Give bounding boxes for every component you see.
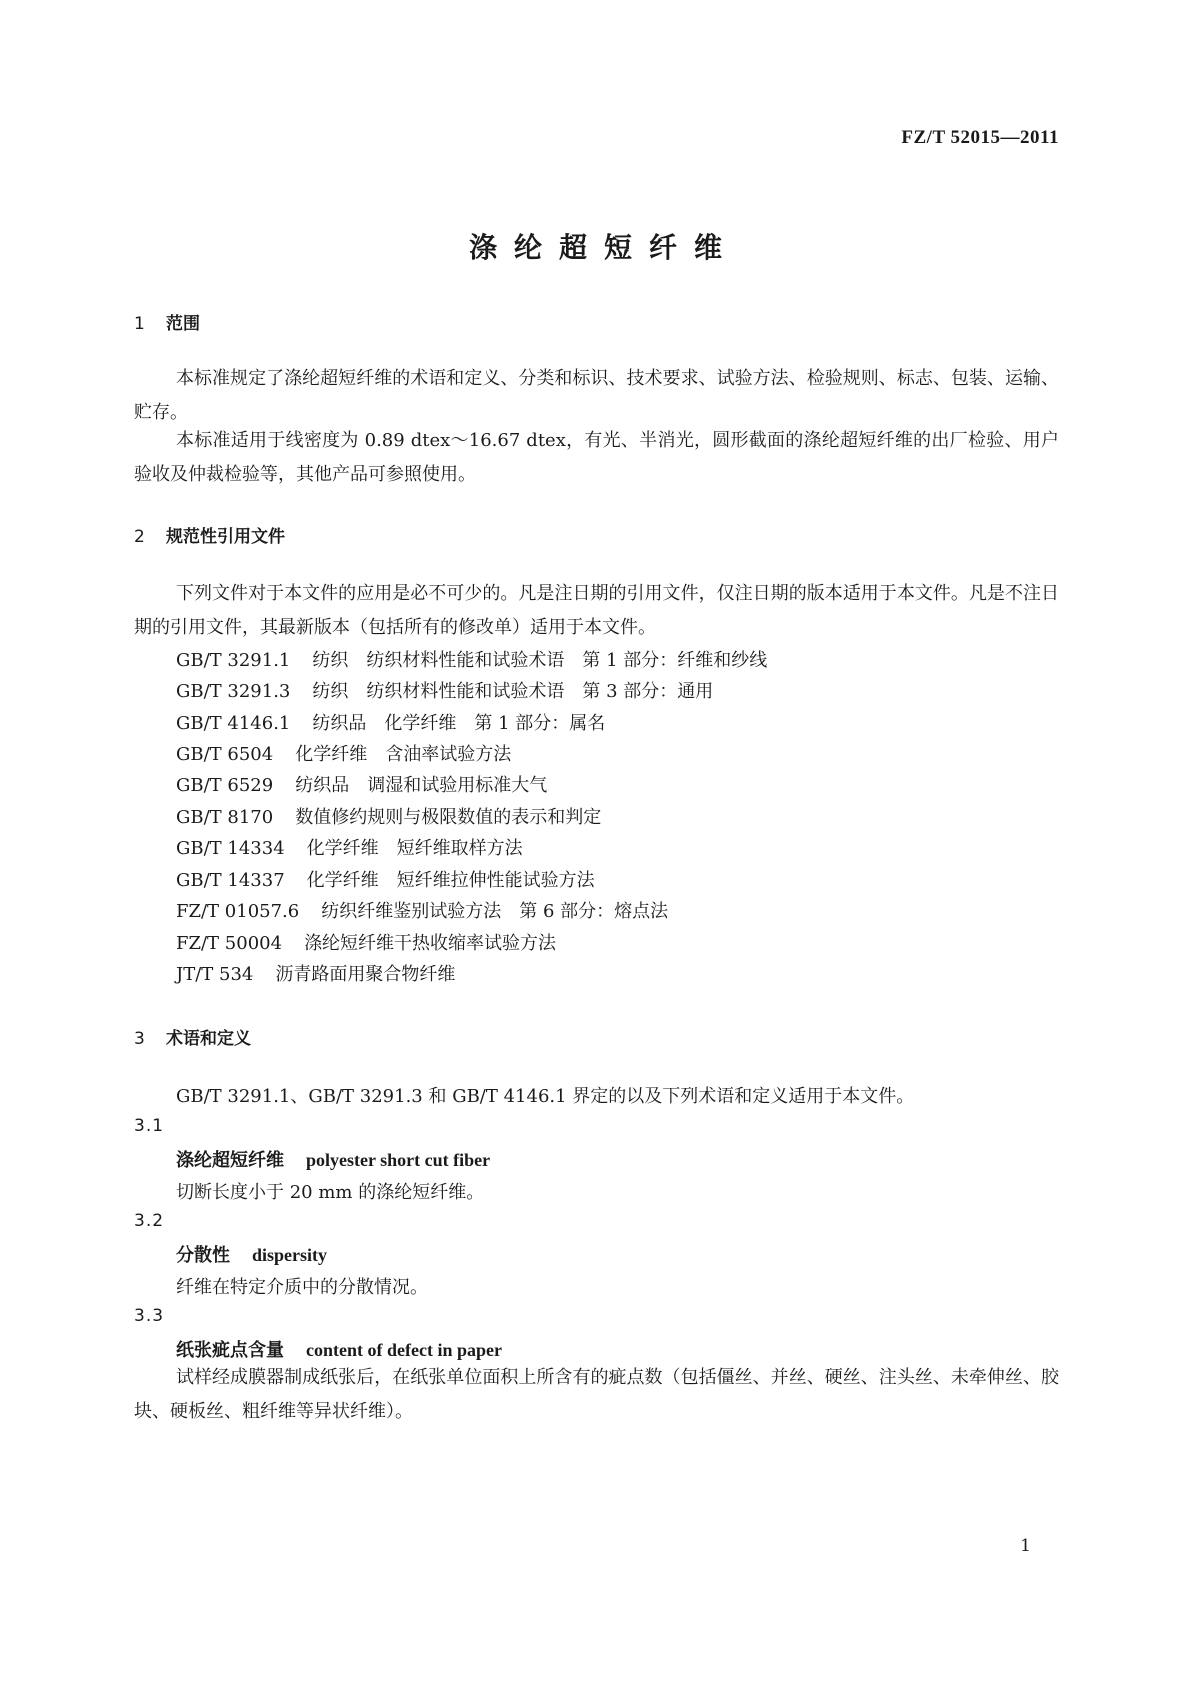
term-english: polyester short cut fiber [306,1150,491,1170]
term-chinese: 涤纶超短纤维 [176,1150,284,1171]
reference-title: 纺织 纺织材料性能和试验术语 第 3 部分：通用 [312,681,714,702]
reference-code: GB/T 14334 [176,838,285,859]
reference-title: 纺织品 调湿和试验用标准大气 [295,775,548,796]
reference-code: GB/T 3291.1 [176,650,291,671]
scope-paragraph-2: 本标准适用于线密度为 0.89 dtex～16.67 dtex，有光、半消光，圆形截面的涤纶超短纤维的出厂检验、用户验收及仲裁检验等，其他产品可参照使用。 [134,430,1059,485]
reference-code: FZ/T 50004 [176,933,283,954]
reference-code: GB/T 8170 [176,807,274,828]
term-heading [176,1146,490,1172]
reference-title: 化学纤维 短纤维取样方法 [306,838,523,859]
term-definition: 切断长度小于 20 mm 的涤纶短纤维。 [176,1182,485,1203]
section-number: 3 [134,1029,145,1049]
reference-item [176,677,713,703]
term-number: 3.1 [134,1116,165,1136]
term-english: dispersity [252,1245,328,1265]
reference-item [176,929,556,955]
reference-item [176,897,668,923]
term-definition: 试样经成膜器制成纸张后，在纸张单位面积上所含有的疵点数（包括僵丝、并丝、硬丝、注头丝、未牵伸丝、胶块、硬板丝、粗纤维等异状纤维）。 [134,1367,1059,1422]
reference-item [176,960,455,986]
section-number: 1 [134,314,145,334]
section-number: 2 [134,527,145,547]
document-title: 涤纶超短纤维 [468,231,739,264]
reference-title: 化学纤维 短纤维拉伸性能试验方法 [306,870,595,891]
reference-title: 化学纤维 含油率试验方法 [295,744,512,765]
reference-code: FZ/T 01057.6 [176,901,300,922]
term-number: 3.2 [134,1211,165,1231]
reference-title: 涤纶短纤维干热收缩率试验方法 [304,933,557,954]
term-english: content of defect in paper [306,1340,502,1360]
reference-item [176,834,523,860]
section-heading-terms [134,1024,251,1049]
reference-title: 沥青路面用聚合物纤维 [275,964,456,985]
reference-item [176,646,767,672]
reference-title: 纺织 纺织材料性能和试验术语 第 1 部分：纤维和纱线 [312,650,768,671]
references-intro: 下列文件对于本文件的应用是必不可少的。凡是注日期的引用文件，仅注日期的版本适用于本文件。凡是不注日期的引用文件，其最新版本（包括所有的修改单）适用于本文件。 [134,583,1059,638]
term-heading [176,1241,327,1267]
term-chinese: 纸张疵点含量 [176,1340,284,1361]
reference-code: GB/T 14337 [176,870,285,891]
section-title: 范围 [166,314,200,334]
reference-item [176,803,601,829]
page-number: 1 [1020,1536,1031,1556]
term-chinese: 分散性 [176,1245,230,1266]
terms-intro: GB/T 3291.1、GB/T 3291.3 和 GB/T 4146.1 界定的以及下列术语和定义适用于本文件。 [176,1086,915,1107]
reference-title: 纺织品 化学纤维 第 1 部分：属名 [312,713,606,734]
reference-title: 数值修约规则与极限数值的表示和判定 [295,807,602,828]
reference-item [176,740,511,766]
reference-code: JT/T 534 [176,964,254,985]
reference-item [176,771,547,797]
reference-code: GB/T 3291.3 [176,681,291,702]
term-number: 3.3 [134,1306,165,1326]
standard-code: FZ/T 52015—2011 [901,127,1059,148]
section-title: 术语和定义 [166,1029,251,1049]
scope-paragraph-1: 本标准规定了涤纶超短纤维的术语和定义、分类和标识、技术要求、试验方法、检验规则、标志、包装、运输、贮存。 [134,368,1059,423]
term-heading [176,1336,502,1362]
reference-item [176,709,605,735]
reference-item [176,866,595,892]
reference-code: GB/T 6529 [176,775,274,796]
reference-title: 纺织纤维鉴别试验方法 第 6 部分：熔点法 [321,901,669,922]
reference-code: GB/T 6504 [176,744,274,765]
section-title: 规范性引用文件 [166,527,285,547]
reference-code: GB/T 4146.1 [176,713,291,734]
section-heading-scope [134,309,200,334]
section-heading-normative-references [134,522,285,547]
term-definition: 纤维在特定介质中的分散情况。 [176,1277,428,1298]
